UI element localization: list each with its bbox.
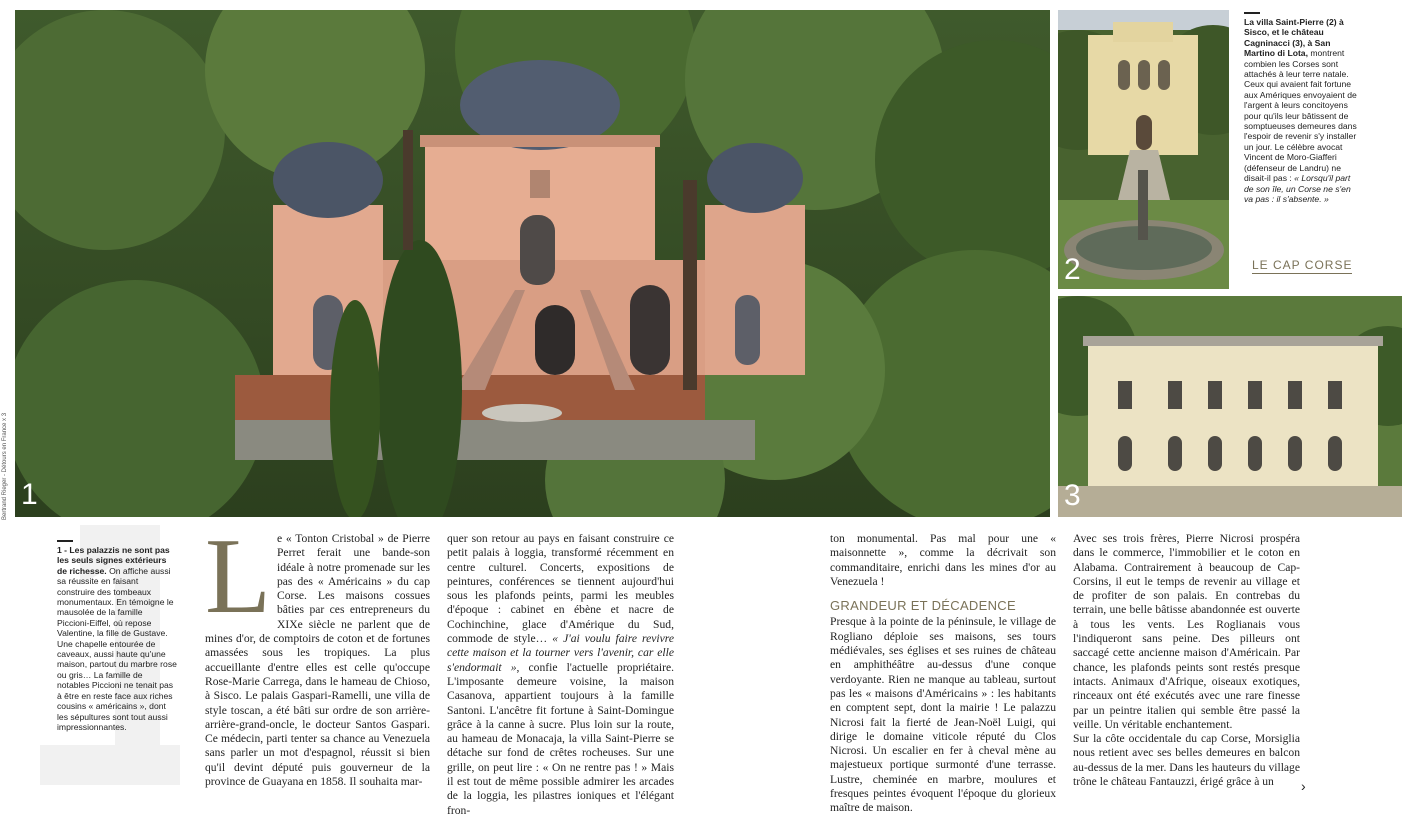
caption-rule (1244, 12, 1260, 14)
photo-chateau-cagninacci (1058, 296, 1402, 517)
villa-saint-pierre-illustration (1058, 10, 1229, 289)
photo-number-1: 1 (21, 478, 38, 511)
side-caption-quote: « Lorsqu'il part de son île, un Corse ne s'en va pas : il s'absente. » (1244, 173, 1351, 204)
chateau-illustration (1058, 296, 1402, 517)
article-text: e « Tonton Cristobal » de Pierre Perret ferait une bande-son idéale à notre promenade sur les pas des « Américains » du cap Corse. Les maisons cossues bâties par ces entrepreneurs du XIXe siècle ne parlent que de mines d'or, de comptoirs de coton et de fortunes amassées sous les tropiques. La plus accueillante d'entre elles est celle qu'occupe Rose-Marie Carrega, dans le hameau de Chioso, à Sisco. Le palais Gaspari-Ramelli, une villa de style toscan, a été bâti sur ordre de son arrière-arrière-grand-oncle, le docteur Santos Gaspari. Ce médecin, parti tenter sa chance au Venezuela sans parler un mot d'espagnol, réussit si bien qu'il devint député puis gouverneur de la province de Guayana en 1858. Il souhaita mar- (205, 532, 430, 789)
article-column-1 (205, 517, 430, 789)
article-paragraph: ton monumental. Pas mal pour une « maisonnette », comme la décrivait son commanditaire, enrichi dans les mines d'or au Venezuela ! (830, 532, 1056, 588)
villa-illustration (15, 10, 1050, 517)
side-caption-text (1244, 17, 1362, 204)
caption-rule (57, 540, 73, 542)
caption-photo-1-body: On affiche aussi sa réussite en faisant construire des tombeaux monumentaux. En témoigne le mausolée de la famille Piccioni-Eiffel, où repose Valentine, la fille de Gustave. Une chapelle entourée de caveaux, aussi haute qu'une maison, partout du marbre rose ou gris… La famille de notables Piccioni ne tenait pas à être en reste face aux riches cousins « américains », dont les sépultures sont tout aussi impressionnantes. (57, 565, 177, 732)
side-caption-bold: La villa Saint-Pierre (2) à Sisco, et le château Cagninacci (3), à San Martino di Lota, (1244, 17, 1344, 59)
article-text: quer son retour au pays en faisant construire ce petit palais à loggia, transformé récemment en centre culturel. Concerts, expositions de peintures, conférences se tiennent aujourd'hui sous les plafonds peints, parmi les meubles d'époque : cabinet en ébène et nacre de Cochinchine, glace d'Amérique du Sud, commode de style… (447, 532, 674, 646)
caption-photo-1 (57, 540, 177, 732)
article-text: , confie l'actuelle propriétaire. L'imposante demeure voisine, la maison Casanova, appartient toujours à la famille Santoni. L'ancêtre fit fortune à Saint-Domingue grâce à la canne à sucre. Plus loin sur la route, au hameau de Monacaja, la villa Saint-Pierre se détache sur fond de crêtes rocheuses. Sur une grille, on peut lire : « On ne rentre pas ! » Mais il est tout de même possible admirer les arcades de la loggia, les pilastres ioniques et l'élégant fron- (447, 660, 674, 817)
photo-villa-gaspari (15, 10, 1050, 517)
photo-number-3: 3 (1064, 479, 1081, 512)
photo-credit: Bertrand Rieger - Détours en France x 3 (2, 412, 8, 520)
article-paragraph: Avec ses trois frères, Pierre Nicrosi prospéra dans le commerce, l'immobilier et le coton en Alabama. Contrairement à beaucoup de Cap-Corsins, il eut le temps de revenir au village et de profiter de son palais. En contrebas du terrain, une belle bâtisse abandonnée est ouverte à tous les vents. Les Roglianais vous l'indiqueront sans peine. Des pilleurs ont saccagé cette ancienne maison d'Américain. Par chance, les plafonds peints sont restés presque intacts. Animaux d'Afrique, oiseaux exotiques, rinceaux ont été exécutés avec une rare finesse par un peintre italien qui semble être passé la veille. Un véritable enchantement. (1073, 532, 1300, 731)
article-paragraph (447, 532, 674, 818)
article-column-4 (1073, 532, 1300, 789)
article-paragraph: Presque à la pointe de la péninsule, le village de Rogliano déploie ses maisons, ses tours médiévales, ses églises et ses ruines de château en amphithéâtre au-dessus d'une conque verdoyante. Rien ne manque au tableau, surtout pas les « maisons d'Américains » : les habitants en comptent sept, dont la mairie ! Le palazzu Nicrosi fait la fierté de Jean-Noël Luigi, qui dirige le domaine viticole réputé du Clos Nicrosi. Un escalier en fer à cheval mène au majestueux portique surmonté d'une terrasse. Lustre, cheminée en marbre, moulures et fresques peintes évoquent l'époque du glorieux maître de maison. (830, 615, 1056, 815)
section-label: LE CAP CORSE (1252, 258, 1353, 272)
photo-number-2: 2 (1064, 253, 1081, 286)
continue-arrow-icon[interactable]: › (1301, 778, 1306, 794)
side-caption-body: montrent combien les Corses sont attachés à leur terre natale. Ceux qui avaient fait fortune aux Amériques envoyaient de l'argent à leurs concitoyens pour qu'ils leur bâtissent de somptueuses demeures dans l'espoir de revenir s'y installer un jour. Le célèbre avocat Vincent de Moro-Giafferi (défenseur de Landru) ne disait-il pas : (1244, 48, 1357, 184)
article-column-3 (830, 532, 1056, 816)
side-caption (1244, 12, 1362, 204)
drop-cap: L (205, 517, 271, 636)
article-column-2 (447, 532, 674, 818)
caption-photo-1-bold: 1 - Les palazzis ne sont pas les seuls signes extérieurs de richesse. (57, 545, 170, 576)
article-paragraph: Sur la côte occidentale du cap Corse, Morsiglia nous retient avec ses belles demeures en balcon au-dessus de la mer. Dans les hauteurs du village trône le château Fantauzzi, érigé grâce à un (1073, 732, 1300, 789)
caption-photo-1-text (57, 545, 177, 732)
photo-villa-saint-pierre (1058, 10, 1229, 289)
article-paragraph (205, 517, 430, 789)
article-quote: « J'ai voulu faire revivre cette maison et la tourner vers l'avenir, car elle s'endormait » (447, 632, 674, 674)
section-heading: GRANDEUR ET DÉCADENCE (830, 598, 1016, 614)
